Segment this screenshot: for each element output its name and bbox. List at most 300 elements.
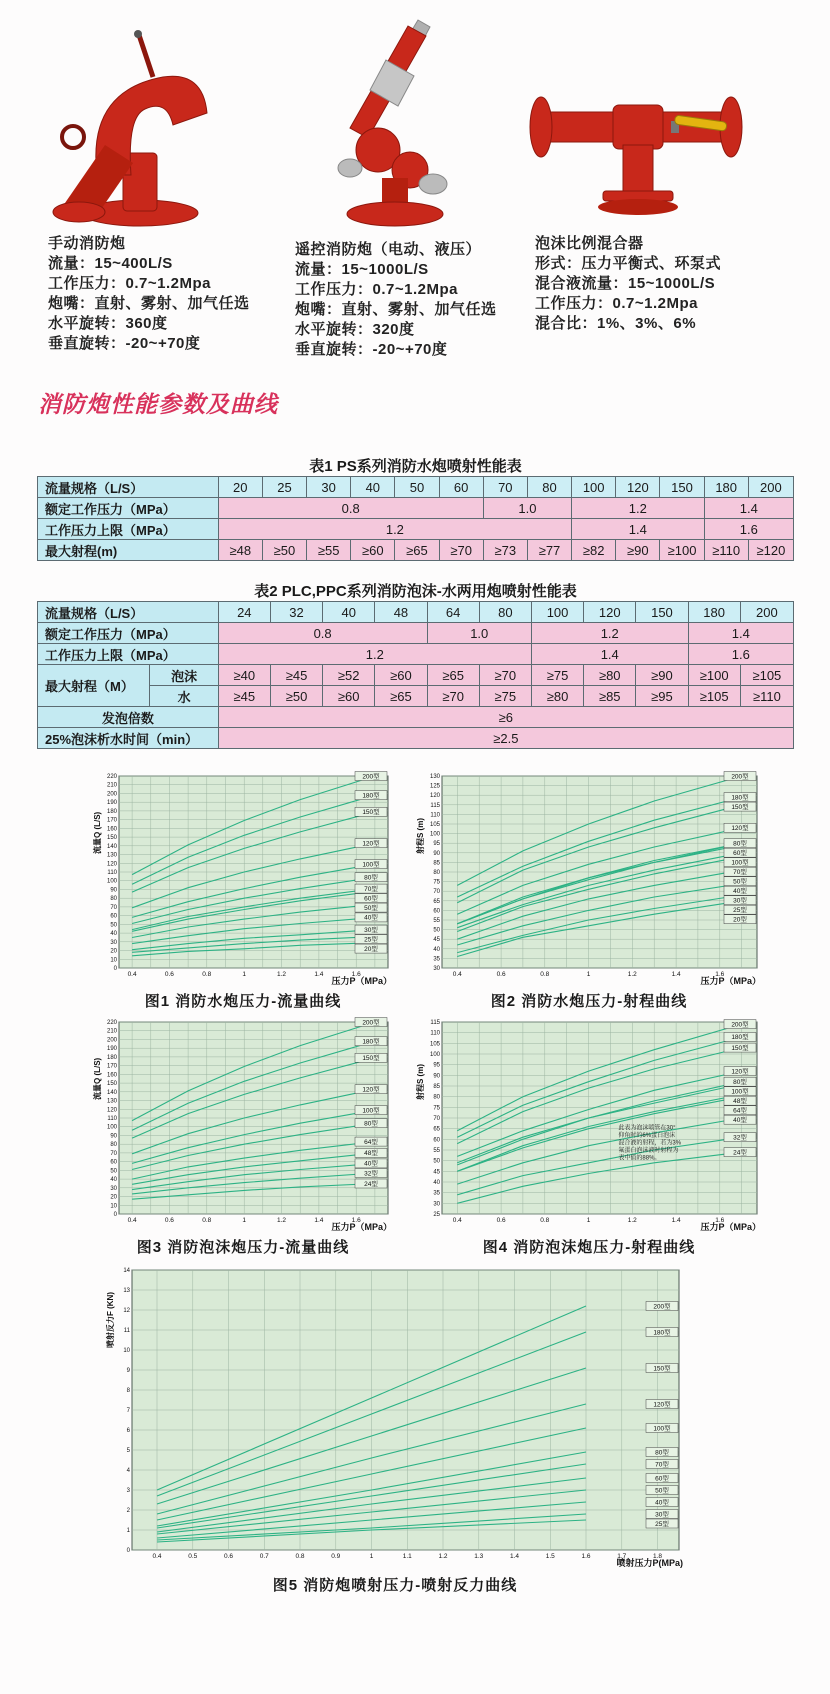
table-cell: 最大射程(m) xyxy=(38,540,219,561)
y-axis-label: 喷射反力F (KN) xyxy=(106,1292,115,1348)
x-axis-label: 压力P（MPa） xyxy=(331,976,392,986)
x-axis-label: 压力P（MPa） xyxy=(700,1222,761,1232)
svg-text:100: 100 xyxy=(429,831,440,838)
series-label: 48型 xyxy=(364,1150,378,1158)
series-label: 20型 xyxy=(733,916,747,924)
manual-monitor-specs xyxy=(48,234,293,354)
spec-line: 垂直旋转：-20~+70度 xyxy=(48,335,201,352)
svg-text:7: 7 xyxy=(126,1408,130,1414)
svg-text:50: 50 xyxy=(433,927,440,934)
svg-text:10: 10 xyxy=(110,1203,117,1210)
series-label: 70型 xyxy=(655,1461,669,1469)
svg-text:70: 70 xyxy=(433,889,440,896)
svg-text:75: 75 xyxy=(433,879,440,886)
svg-text:1.4: 1.4 xyxy=(314,971,324,978)
svg-text:9: 9 xyxy=(126,1368,130,1374)
series-label: 80型 xyxy=(733,840,747,848)
svg-text:1.5: 1.5 xyxy=(545,1553,555,1560)
svg-text:90: 90 xyxy=(433,1073,440,1080)
svg-text:80: 80 xyxy=(433,870,440,876)
svg-text:130: 130 xyxy=(429,774,440,780)
foam-proportioner-drawing xyxy=(525,85,750,230)
table-cell: ≥50 xyxy=(270,686,322,707)
table-cell: 80 xyxy=(527,477,571,498)
table-cell: ≥95 xyxy=(636,686,688,707)
svg-text:100: 100 xyxy=(429,1052,440,1058)
table-cell: ≥85 xyxy=(584,686,636,707)
svg-text:90: 90 xyxy=(110,1133,117,1140)
spec-line: 手动消防炮 xyxy=(48,235,126,252)
svg-text:115: 115 xyxy=(430,1020,440,1026)
series-label: 100型 xyxy=(362,861,380,869)
table-cell: ≥70 xyxy=(479,665,531,686)
table-cell: 150 xyxy=(636,602,688,623)
table-cell: 1.2 xyxy=(531,623,688,644)
svg-text:100: 100 xyxy=(106,1124,117,1131)
svg-text:95: 95 xyxy=(433,1062,440,1069)
y-axis-label: 流量Q (L/S) xyxy=(93,1057,102,1100)
table-cell: ≥73 xyxy=(483,540,527,561)
series-label: 25型 xyxy=(655,1520,669,1528)
svg-text:130: 130 xyxy=(106,1098,117,1105)
table-cell: 1.2 xyxy=(572,498,705,519)
svg-text:180: 180 xyxy=(106,1054,117,1061)
table-cell: 180 xyxy=(704,477,748,498)
series-label: 50型 xyxy=(655,1487,669,1495)
figure4-chart xyxy=(415,1014,763,1232)
svg-text:150: 150 xyxy=(106,1081,117,1088)
table-cell: ≥77 xyxy=(527,540,571,561)
svg-text:50: 50 xyxy=(433,1158,440,1165)
svg-text:6: 6 xyxy=(126,1428,130,1434)
table-cell: ≥80 xyxy=(584,665,636,686)
svg-text:40: 40 xyxy=(433,1180,440,1186)
svg-text:190: 190 xyxy=(106,1046,117,1053)
table-cell: 24 xyxy=(218,602,270,623)
svg-text:0.6: 0.6 xyxy=(496,1217,506,1224)
svg-text:0.8: 0.8 xyxy=(540,1217,550,1224)
svg-text:50: 50 xyxy=(110,1168,117,1175)
table-cell: 1.4 xyxy=(688,623,793,644)
series-label: 30型 xyxy=(733,897,747,905)
figure5-svg xyxy=(105,1262,685,1568)
foam-proportioner-specs xyxy=(535,234,785,334)
svg-text:120: 120 xyxy=(106,861,117,868)
svg-text:110: 110 xyxy=(107,1116,117,1122)
table2-title: 表2 PLC,PPC系列消防泡沫-水两用炮喷射性能表 xyxy=(254,583,577,600)
svg-text:1: 1 xyxy=(369,1553,374,1560)
svg-text:115: 115 xyxy=(430,802,440,809)
series-label: 150型 xyxy=(362,1055,380,1063)
x-axis-label: 喷射压力P(MPa) xyxy=(616,1558,683,1568)
figure4-caption: 图4 消防泡沫炮压力-射程曲线 xyxy=(482,1239,696,1256)
svg-text:60: 60 xyxy=(110,913,117,920)
svg-text:180: 180 xyxy=(106,808,117,815)
svg-text:75: 75 xyxy=(433,1105,440,1112)
svg-text:1.8: 1.8 xyxy=(652,1553,663,1560)
table-cell: ≥50 xyxy=(262,540,306,561)
series-label: 70型 xyxy=(733,869,747,876)
table-cell: ≥55 xyxy=(307,540,351,561)
table-cell: ≥100 xyxy=(660,540,704,561)
svg-text:0.4: 0.4 xyxy=(127,971,137,978)
table-cell: 200 xyxy=(748,477,793,498)
table-cell: 120 xyxy=(584,602,636,623)
svg-text:210: 210 xyxy=(106,782,117,789)
svg-text:1.6: 1.6 xyxy=(351,971,361,978)
svg-text:30: 30 xyxy=(110,1185,117,1192)
svg-text:0.9: 0.9 xyxy=(331,1553,341,1560)
spec-line: 工作压力：0.7~1.2Mpa xyxy=(535,295,698,312)
svg-text:1.1: 1.1 xyxy=(402,1553,412,1560)
page-section-title: 消防炮性能参数及曲线 xyxy=(38,391,278,417)
series-label: 120型 xyxy=(653,1401,671,1409)
svg-text:105: 105 xyxy=(429,822,440,828)
manual-monitor-drawing xyxy=(35,25,235,230)
series-label: 60型 xyxy=(655,1475,669,1483)
svg-text:1.4: 1.4 xyxy=(671,971,681,978)
series-label: 20型 xyxy=(364,945,378,953)
table-cell: 1.0 xyxy=(483,498,571,519)
svg-text:160: 160 xyxy=(106,1072,117,1079)
svg-text:1.2: 1.2 xyxy=(627,971,637,978)
svg-text:220: 220 xyxy=(106,774,117,780)
svg-text:1.4: 1.4 xyxy=(671,1217,681,1224)
table-cell: 20 xyxy=(218,477,262,498)
svg-text:0.8: 0.8 xyxy=(540,971,550,978)
series-label: 200型 xyxy=(731,773,749,781)
series-label: 180型 xyxy=(731,794,749,802)
table-cell: 120 xyxy=(616,477,660,498)
series-label: 100型 xyxy=(362,1107,380,1115)
table-cell: 60 xyxy=(439,477,483,498)
svg-text:70: 70 xyxy=(110,904,117,911)
series-label: 80型 xyxy=(364,874,378,882)
svg-text:11: 11 xyxy=(123,1328,130,1334)
table-cell: 200 xyxy=(740,602,793,623)
spec-line: 工作压力：0.7~1.2Mpa xyxy=(48,275,211,292)
table-cell: 1.4 xyxy=(572,519,705,540)
svg-text:125: 125 xyxy=(429,783,440,790)
chart-note-line: 此表为泡沫喷管在30° xyxy=(618,1125,676,1132)
table-cell: 40 xyxy=(323,602,375,623)
table-cell: 50 xyxy=(395,477,439,498)
table-cell: 1.6 xyxy=(688,644,793,665)
svg-text:5: 5 xyxy=(126,1448,130,1454)
svg-text:160: 160 xyxy=(106,826,117,833)
svg-text:30: 30 xyxy=(110,939,117,946)
svg-text:40: 40 xyxy=(110,1177,117,1184)
figure3-svg xyxy=(92,1014,394,1232)
figure4-svg xyxy=(415,1014,763,1232)
series-label: 40型 xyxy=(364,1160,378,1168)
svg-text:1.4: 1.4 xyxy=(509,1553,520,1560)
series-label: 48型 xyxy=(733,1098,747,1105)
series-label: 50型 xyxy=(733,878,747,886)
svg-text:200: 200 xyxy=(106,1037,117,1044)
table-cell: ≥120 xyxy=(748,540,793,561)
table-cell: 1.4 xyxy=(704,498,793,519)
svg-text:120: 120 xyxy=(429,793,440,800)
series-label: 180型 xyxy=(362,1038,380,1046)
spec-line: 遥控消防炮（电动、液压） xyxy=(295,241,482,258)
table-cell: 100 xyxy=(531,602,583,623)
series-label: 100型 xyxy=(653,1425,671,1433)
series-label: 200型 xyxy=(362,773,380,781)
table-cell: 额定工作压力（MPa） xyxy=(38,623,219,644)
svg-text:40: 40 xyxy=(110,931,117,938)
series-label: 80型 xyxy=(364,1120,378,1128)
table-cell: ≥100 xyxy=(688,665,740,686)
svg-text:110: 110 xyxy=(430,812,440,819)
svg-text:1.6: 1.6 xyxy=(351,1217,361,1224)
series-label: 70型 xyxy=(364,885,378,893)
svg-text:1.6: 1.6 xyxy=(715,1217,725,1224)
foam-proportioner-image xyxy=(525,85,750,230)
svg-text:80: 80 xyxy=(110,896,117,903)
svg-text:140: 140 xyxy=(106,1089,117,1096)
series-label: 200型 xyxy=(653,1303,671,1311)
svg-text:2: 2 xyxy=(126,1508,130,1514)
svg-text:0.6: 0.6 xyxy=(164,1217,174,1224)
table-cell: ≥75 xyxy=(479,686,531,707)
table-cell: 1.0 xyxy=(427,623,531,644)
svg-text:0.7: 0.7 xyxy=(259,1553,269,1560)
table-cell: 25%泡沫析水时间（min） xyxy=(38,728,219,749)
svg-text:70: 70 xyxy=(110,1150,117,1157)
series-label: 150型 xyxy=(731,803,749,811)
svg-text:30: 30 xyxy=(433,1201,440,1208)
svg-text:0.8: 0.8 xyxy=(202,1217,212,1224)
series-label: 40型 xyxy=(733,1117,747,1124)
svg-text:110: 110 xyxy=(430,1030,440,1037)
svg-text:150: 150 xyxy=(106,835,117,842)
series-label: 80型 xyxy=(655,1449,669,1457)
svg-text:80: 80 xyxy=(110,1142,117,1149)
table-cell: 流量规格（L/S） xyxy=(38,602,219,623)
series-label: 40型 xyxy=(733,888,747,895)
svg-text:0.5: 0.5 xyxy=(188,1553,198,1560)
table-cell: ≥70 xyxy=(439,540,483,561)
svg-text:210: 210 xyxy=(106,1028,117,1035)
spec-line: 流量：15~1000L/S xyxy=(295,261,429,278)
svg-text:65: 65 xyxy=(433,898,440,905)
spec-line: 炮嘴：直射、雾射、加气任选 xyxy=(295,301,497,318)
svg-text:1.2: 1.2 xyxy=(627,1217,637,1224)
y-axis-label: 流量Q (L/S) xyxy=(93,811,102,854)
svg-text:10: 10 xyxy=(123,1348,130,1354)
figure2-caption: 图2 消防水炮压力-射程曲线 xyxy=(490,993,688,1010)
svg-text:1: 1 xyxy=(242,1217,247,1224)
series-label: 64型 xyxy=(733,1107,747,1115)
table-cell: 工作压力上限（MPa） xyxy=(38,644,219,665)
spec-line: 混合比：1%、3%、6% xyxy=(535,315,697,332)
series-label: 30型 xyxy=(364,926,378,934)
svg-text:110: 110 xyxy=(107,870,117,876)
svg-text:40: 40 xyxy=(433,946,440,953)
figure3-chart xyxy=(92,1014,394,1232)
svg-text:0: 0 xyxy=(113,1212,117,1218)
svg-text:90: 90 xyxy=(433,850,440,857)
series-label: 200型 xyxy=(731,1021,749,1029)
table-cell: 最大射程（M） xyxy=(38,665,150,707)
table-cell: ≥65 xyxy=(427,665,479,686)
table-cell: ≥40 xyxy=(218,665,270,686)
table-cell: 70 xyxy=(483,477,527,498)
chart-note-line: 氟蛋白泡沫液时射程为 xyxy=(618,1148,679,1154)
svg-text:50: 50 xyxy=(110,922,117,929)
series-label: 60型 xyxy=(364,895,378,903)
svg-text:170: 170 xyxy=(106,1063,117,1070)
figure2-chart xyxy=(415,768,763,986)
series-label: 30型 xyxy=(655,1511,669,1519)
svg-text:0.8: 0.8 xyxy=(295,1553,305,1560)
series-label: 50型 xyxy=(364,904,378,912)
table-cell: ≥105 xyxy=(688,686,740,707)
spec-line: 混合液流量：15~1000L/S xyxy=(535,275,716,292)
series-label: 120型 xyxy=(362,840,380,848)
svg-text:1.7: 1.7 xyxy=(617,1553,627,1560)
svg-text:0.6: 0.6 xyxy=(164,971,174,978)
svg-text:105: 105 xyxy=(429,1041,440,1048)
x-axis-label: 压力P（MPa） xyxy=(700,976,761,986)
svg-text:0.4: 0.4 xyxy=(152,1553,162,1560)
svg-text:0.4: 0.4 xyxy=(452,971,462,978)
table-cell: ≥65 xyxy=(375,686,427,707)
table-cell: ≥110 xyxy=(740,686,793,707)
svg-text:55: 55 xyxy=(433,1148,440,1154)
table-cell: 25 xyxy=(262,477,306,498)
x-axis-label: 压力P（MPa） xyxy=(331,1222,392,1232)
table-cell: 0.8 xyxy=(218,623,427,644)
table-cell: 1.2 xyxy=(218,644,531,665)
table1-ps-series-table xyxy=(37,476,794,561)
svg-text:14: 14 xyxy=(123,1268,130,1274)
series-label: 60型 xyxy=(733,850,747,857)
table-cell: ≥60 xyxy=(323,686,375,707)
series-label: 100型 xyxy=(731,1088,749,1096)
series-label: 120型 xyxy=(362,1086,380,1094)
series-label: 24型 xyxy=(364,1180,378,1188)
table-cell: 0.8 xyxy=(218,498,483,519)
svg-text:1: 1 xyxy=(242,971,247,978)
series-label: 64型 xyxy=(364,1138,378,1146)
table-cell: 1.6 xyxy=(704,519,793,540)
table-cell: ≥52 xyxy=(323,665,375,686)
svg-text:20: 20 xyxy=(110,948,117,955)
svg-text:3: 3 xyxy=(126,1488,130,1494)
figure5-chart xyxy=(105,1262,685,1568)
table-cell: ≥6 xyxy=(218,707,793,728)
spec-line: 流量：15~400L/S xyxy=(48,255,173,272)
svg-text:13: 13 xyxy=(123,1288,130,1294)
table-cell: 1.2 xyxy=(218,519,571,540)
table-cell: ≥82 xyxy=(572,540,616,561)
svg-text:1: 1 xyxy=(586,971,591,978)
table2-plc-ppc-series xyxy=(37,601,794,749)
svg-text:1.6: 1.6 xyxy=(581,1553,591,1560)
svg-text:0.6: 0.6 xyxy=(496,971,506,978)
series-label: 24型 xyxy=(733,1149,747,1157)
table-cell: 150 xyxy=(660,477,704,498)
chart-note-line: 混合液的射程，若为3% xyxy=(618,1140,682,1147)
svg-text:8: 8 xyxy=(126,1388,130,1394)
table-cell: 泡沫 xyxy=(150,665,218,686)
table-cell: 32 xyxy=(270,602,322,623)
svg-text:65: 65 xyxy=(433,1126,440,1133)
series-label: 180型 xyxy=(653,1329,671,1337)
svg-text:1: 1 xyxy=(126,1528,130,1534)
chart-note-line: 仰角时的6%蛋白泡沫 xyxy=(618,1133,676,1139)
svg-text:1.2: 1.2 xyxy=(438,1553,448,1560)
spec-line: 形式：压力平衡式、环泵式 xyxy=(535,255,722,272)
table-cell: 80 xyxy=(479,602,531,623)
series-label: 120型 xyxy=(731,825,749,833)
series-label: 120型 xyxy=(731,1068,749,1076)
figure5-caption: 图5 消防炮喷射压力-喷射反力曲线 xyxy=(272,1577,518,1594)
spec-line: 工作压力：0.7~1.2Mpa xyxy=(295,281,458,298)
table-cell: ≥65 xyxy=(395,540,439,561)
spec-line: 垂直旋转：-20~+70度 xyxy=(295,341,448,358)
series-label: 180型 xyxy=(731,1034,749,1042)
svg-text:60: 60 xyxy=(110,1159,117,1166)
svg-text:140: 140 xyxy=(106,843,117,850)
svg-text:85: 85 xyxy=(433,860,440,867)
table-cell: ≥75 xyxy=(531,665,583,686)
svg-text:0.8: 0.8 xyxy=(202,971,212,978)
series-label: 200型 xyxy=(362,1019,380,1027)
svg-text:1.6: 1.6 xyxy=(715,971,725,978)
svg-text:0.6: 0.6 xyxy=(223,1553,234,1560)
table-cell: 180 xyxy=(688,602,740,623)
spec-line: 水平旋转：320度 xyxy=(295,321,415,338)
table-cell: 流量规格（L/S） xyxy=(38,477,219,498)
svg-text:90: 90 xyxy=(110,887,117,894)
table-cell: ≥90 xyxy=(636,665,688,686)
svg-text:200: 200 xyxy=(106,791,117,798)
table-cell: 水 xyxy=(150,686,218,707)
svg-text:55: 55 xyxy=(433,918,440,924)
figure1-caption: 图1 消防水炮压力-流量曲线 xyxy=(144,993,342,1010)
svg-text:85: 85 xyxy=(433,1084,440,1090)
svg-text:1.3: 1.3 xyxy=(474,1553,484,1560)
series-label: 25型 xyxy=(364,936,378,944)
spec-line: 炮嘴：直射、雾射、加气任选 xyxy=(48,295,250,312)
manual-monitor-image xyxy=(35,25,235,230)
series-label: 150型 xyxy=(362,809,380,817)
series-label: 150型 xyxy=(653,1365,671,1373)
series-label: 32型 xyxy=(733,1134,747,1142)
figure2-svg xyxy=(415,768,763,986)
svg-text:0.4: 0.4 xyxy=(452,1217,462,1224)
svg-text:1.2: 1.2 xyxy=(276,1217,287,1224)
table-cell: ≥48 xyxy=(218,540,262,561)
table-cell: 1.4 xyxy=(531,644,688,665)
series-label: 150型 xyxy=(731,1044,749,1052)
svg-text:12: 12 xyxy=(123,1308,130,1314)
table-cell: ≥60 xyxy=(351,540,395,561)
series-label: 32型 xyxy=(364,1170,378,1178)
svg-text:1.2: 1.2 xyxy=(276,971,287,978)
svg-text:120: 120 xyxy=(106,1107,117,1114)
svg-text:35: 35 xyxy=(433,1190,440,1197)
table-cell: 48 xyxy=(375,602,427,623)
svg-text:35: 35 xyxy=(433,956,440,963)
table-cell: ≥2.5 xyxy=(218,728,793,749)
figure1-chart xyxy=(92,768,394,986)
svg-text:170: 170 xyxy=(106,817,117,824)
table2-plc-ppc-series-table xyxy=(37,601,794,749)
